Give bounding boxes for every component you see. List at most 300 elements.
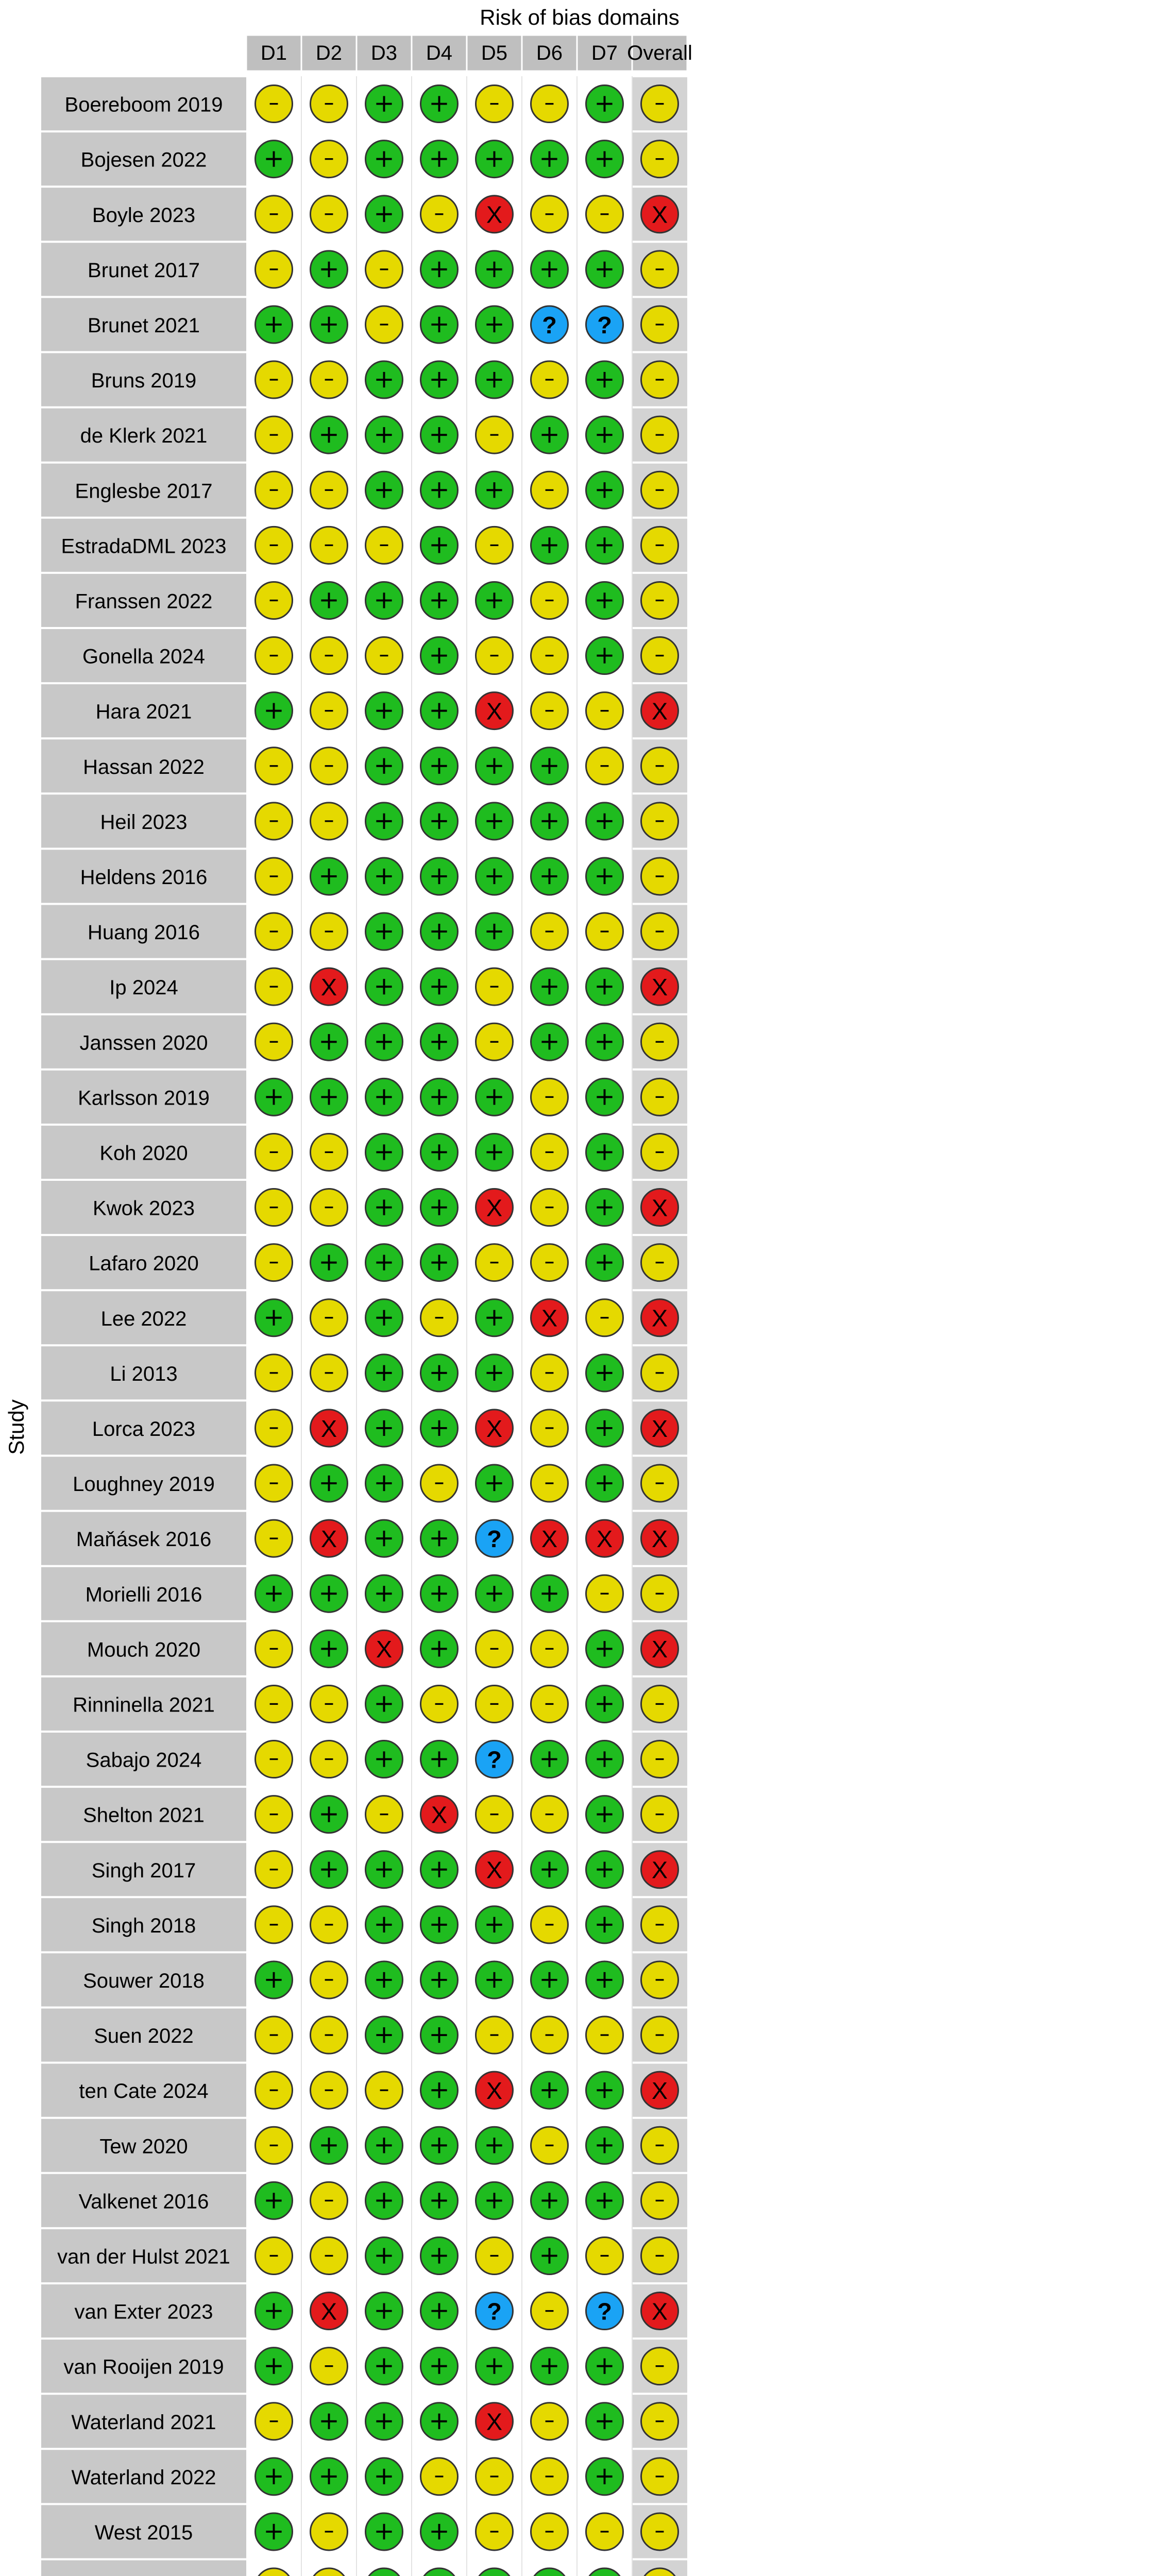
cell-hassan-2022-d4 — [421, 748, 458, 785]
cell-van-exter-2023-d6 — [531, 2293, 568, 2330]
cell-rinninella-2021-d4 — [421, 1685, 458, 1722]
cell-van-der-hulst-2021-d6 — [531, 2237, 568, 2274]
judgement-circle — [366, 2568, 403, 2576]
judgement-symbol: X — [651, 1636, 668, 1663]
cell-franssen-2022-d3 — [366, 582, 403, 619]
cell-lafaro-2020-d2 — [311, 1244, 348, 1281]
cell-bruns-2019-d1 — [256, 361, 293, 398]
cell-morielli-2016-d4 — [421, 1575, 458, 1612]
cell-de-klerk-2021-d7 — [586, 416, 623, 453]
cell-bojesen-2022-d6 — [531, 141, 568, 178]
cell-li-2013-d2 — [311, 1354, 348, 1392]
cell-franssen-2022-d4 — [421, 582, 458, 619]
cell-wong-2024-d2 — [311, 2568, 348, 2576]
study-label-karlsson-2019: Karlsson 2019 — [78, 1087, 210, 1110]
cell-brunet-2021-d2 — [311, 306, 348, 343]
cell-waterland-2022-d4 — [421, 2458, 458, 2495]
cell-waterland-2021-d6 — [531, 2403, 568, 2440]
cell-hassan-2022-d2 — [311, 748, 348, 785]
cell-singh-2017-d3 — [366, 1851, 403, 1888]
cell-singh-2017-d2 — [311, 1851, 348, 1888]
study-label-gonella-2024: Gonella 2024 — [82, 645, 205, 668]
cell-englesbe-2017-d1 — [256, 471, 293, 509]
study-label-franssen-2022: Franssen 2022 — [75, 590, 213, 613]
cell-mouch-2020-d6 — [531, 1630, 568, 1667]
cell-heldens-2016-d7 — [586, 858, 623, 895]
cell-janssen-2020-d3 — [366, 1023, 403, 1060]
cell-heldens-2016-d2 — [311, 858, 348, 895]
cell-souwer-2018-d1 — [256, 1961, 293, 1998]
cell-waterland-2021-d4 — [421, 2403, 458, 2440]
cell-de-klerk-2021-d3 — [366, 416, 403, 453]
cell-mouch-2020-d1 — [256, 1630, 293, 1667]
study-label-heldens-2016: Heldens 2016 — [80, 866, 208, 889]
cell-singh-2018-d7 — [586, 1906, 623, 1943]
cell-loughney-2019-d5 — [476, 1465, 513, 1502]
cell-west-2015-d5 — [476, 2513, 513, 2550]
cell-boereboom-2019-overall — [641, 86, 678, 123]
cell-lee-2022-d3 — [366, 1299, 403, 1336]
study-label-boereboom-2019: Boereboom 2019 — [64, 93, 223, 116]
judgement-symbol: X — [651, 1856, 668, 1884]
cell-hara-2021-d3 — [366, 692, 403, 730]
study-label-estradadml-2023: EstradaDML 2023 — [61, 535, 227, 558]
cell-janssen-2020-d2 — [311, 1023, 348, 1060]
cell-huang-2016-d3 — [366, 913, 403, 950]
cell-de-klerk-2021-d4 — [421, 416, 458, 453]
study-label-koh-2020: Koh 2020 — [99, 1142, 188, 1165]
cell-van-exter-2023-d1 — [256, 2293, 293, 2330]
cell-ip-2024-d3 — [366, 968, 403, 1005]
cell-lafaro-2020-d3 — [366, 1244, 403, 1281]
judgement-symbol: X — [596, 1525, 613, 1552]
study-label-singh-2018: Singh 2018 — [91, 1914, 196, 1937]
judgement-symbol: X — [651, 1415, 668, 1442]
cell-bruns-2019-d2 — [311, 361, 348, 398]
study-label-mouch-2020: Mouch 2020 — [87, 1638, 201, 1662]
cell-van-rooijen-2019-d3 — [366, 2348, 403, 2385]
cell-mouch-2020-d2 — [311, 1630, 348, 1667]
cell-hara-2021-d7 — [586, 692, 623, 730]
cell-lorca-2023-d3 — [366, 1410, 403, 1447]
cell-estradadml-2023-d5 — [476, 527, 513, 564]
cell-souwer-2018-d3 — [366, 1961, 403, 1998]
column-header-d4: D4 — [426, 42, 453, 64]
judgement-symbol: X — [486, 698, 503, 725]
cell-ip-2024-d1 — [256, 968, 293, 1005]
cell-wong-2024-d1 — [256, 2568, 293, 2576]
cell-ten-cate-2024-overall — [641, 2072, 678, 2109]
study-label-ten-cate-2024: ten Cate 2024 — [79, 2080, 209, 2103]
cell-franssen-2022-d2 — [311, 582, 348, 619]
cell-lafaro-2020-overall — [641, 1244, 678, 1281]
cell-englesbe-2017-d6 — [531, 471, 568, 509]
cell-karlsson-2019-d7 — [586, 1078, 623, 1115]
cell-van-rooijen-2019-overall — [641, 2348, 678, 2385]
cell-karlsson-2019-overall — [641, 1078, 678, 1115]
cell-kwok-2023-d2 — [311, 1189, 348, 1226]
cell-waterland-2022-d7 — [586, 2458, 623, 2495]
cell-kwok-2023-d6 — [531, 1189, 568, 1226]
judgement-circle — [256, 2568, 293, 2576]
cell-de-klerk-2021-d1 — [256, 416, 293, 453]
cell-waterland-2022-d1 — [256, 2458, 293, 2495]
cell-kwok-2023-d5 — [476, 1189, 513, 1226]
study-label-englesbe-2017: Englesbe 2017 — [75, 480, 213, 503]
cell-lee-2022-d4 — [421, 1299, 458, 1336]
cell-loughney-2019-d1 — [256, 1465, 293, 1502]
cell-koh-2020-d4 — [421, 1133, 458, 1171]
cell-west-2015-d3 — [366, 2513, 403, 2550]
cell-bruns-2019-d4 — [421, 361, 458, 398]
cell-huang-2016-d7 — [586, 913, 623, 950]
cell-singh-2017-overall — [641, 1851, 678, 1888]
cell-gonella-2024-d7 — [586, 637, 623, 674]
cell-brunet-2021-d4 — [421, 306, 458, 343]
study-label-huang-2016: Huang 2016 — [88, 921, 200, 944]
cell-lee-2022-d2 — [311, 1299, 348, 1336]
cell-tew-2020-d3 — [366, 2127, 403, 2164]
cell-waterland-2021-d5 — [476, 2403, 513, 2440]
cell-wong-2024-d7 — [586, 2568, 623, 2576]
judgement-circle — [311, 2568, 348, 2576]
cell-brunet-2021-d1 — [256, 306, 293, 343]
cell-ten-cate-2024-d5 — [476, 2072, 513, 2109]
cell-waterland-2021-d3 — [366, 2403, 403, 2440]
column-header-group — [246, 35, 692, 71]
cell-ten-cate-2024-d3 — [366, 2072, 403, 2109]
cell-bruns-2019-d3 — [366, 361, 403, 398]
cell-heil-2023-d3 — [366, 803, 403, 840]
cell-ten-cate-2024-d4 — [421, 2072, 458, 2109]
study-label-lafaro-2020: Lafaro 2020 — [89, 1252, 199, 1275]
study-label-sabajo-2024: Sabajo 2024 — [86, 1749, 202, 1772]
cell-gonella-2024-d6 — [531, 637, 568, 674]
cell-manasek-2016-overall — [641, 1520, 678, 1557]
cell-heil-2023-d4 — [421, 803, 458, 840]
cell-singh-2018-d6 — [531, 1906, 568, 1943]
study-label-de-klerk-2021: de Klerk 2021 — [80, 425, 208, 448]
cell-wong-2024-d6 — [531, 2568, 568, 2576]
cell-koh-2020-d2 — [311, 1133, 348, 1171]
cell-waterland-2022-d2 — [311, 2458, 348, 2495]
judgement-symbol: X — [320, 973, 337, 1001]
judgement-symbol: X — [486, 201, 503, 228]
cell-souwer-2018-d7 — [586, 1961, 623, 1998]
cell-brunet-2017-d5 — [476, 251, 513, 288]
cell-kwok-2023-d7 — [586, 1189, 623, 1226]
judgement-symbol: X — [320, 1415, 337, 1442]
cell-huang-2016-overall — [641, 913, 678, 950]
judgement-symbol: X — [651, 1194, 668, 1222]
study-label-van-rooijen-2019: van Rooijen 2019 — [63, 2355, 224, 2379]
cell-mouch-2020-overall — [641, 1630, 678, 1667]
cell-valkenet-2016-overall — [641, 2182, 678, 2219]
cell-lafaro-2020-d1 — [256, 1244, 293, 1281]
cell-karlsson-2019-d2 — [311, 1078, 348, 1115]
cell-tew-2020-d1 — [256, 2127, 293, 2164]
cell-brunet-2017-d3 — [366, 251, 403, 288]
column-header-d3: D3 — [370, 42, 398, 64]
cell-lorca-2023-d1 — [256, 1410, 293, 1447]
cell-valkenet-2016-d7 — [586, 2182, 623, 2219]
cell-janssen-2020-d1 — [256, 1023, 293, 1060]
cell-west-2015-overall — [641, 2513, 678, 2550]
study-label-brunet-2021: Brunet 2021 — [88, 314, 200, 337]
cell-de-klerk-2021-overall — [641, 416, 678, 453]
cell-li-2013-d3 — [366, 1354, 403, 1392]
cell-heldens-2016-d3 — [366, 858, 403, 895]
cell-van-der-hulst-2021-overall — [641, 2237, 678, 2274]
cell-rinninella-2021-d5 — [476, 1685, 513, 1722]
study-label-lorca-2023: Lorca 2023 — [92, 1417, 196, 1440]
cell-van-exter-2023-overall — [641, 2293, 678, 2330]
cell-boereboom-2019-d7 — [586, 86, 623, 123]
cell-bruns-2019-d5 — [476, 361, 513, 398]
cell-loughney-2019-d4 — [421, 1465, 458, 1502]
cell-loughney-2019-d2 — [311, 1465, 348, 1502]
cell-tew-2020-d2 — [311, 2127, 348, 2164]
study-label-hassan-2022: Hassan 2022 — [83, 755, 205, 778]
judgement-symbol: X — [486, 1194, 503, 1222]
cell-west-2015-d7 — [586, 2513, 623, 2550]
study-label-kwok-2023: Kwok 2023 — [93, 1197, 195, 1220]
study-label-heil-2023: Heil 2023 — [100, 810, 188, 834]
cell-hara-2021-d1 — [256, 692, 293, 730]
judgement-symbol: ? — [487, 1746, 502, 1773]
cell-heldens-2016-d6 — [531, 858, 568, 895]
cell-van-der-hulst-2021-d2 — [311, 2237, 348, 2274]
cell-lee-2022-overall — [641, 1299, 678, 1336]
cell-van-der-hulst-2021-d1 — [256, 2237, 293, 2274]
cell-west-2015-d2 — [311, 2513, 348, 2550]
cell-ten-cate-2024-d2 — [311, 2072, 348, 2109]
cell-manasek-2016-d7 — [586, 1520, 623, 1557]
cell-karlsson-2019-d5 — [476, 1078, 513, 1115]
cell-van-rooijen-2019-d5 — [476, 2348, 513, 2385]
cell-hara-2021-d4 — [421, 692, 458, 730]
judgement-symbol: ? — [487, 1525, 502, 1552]
judgement-symbol: ? — [487, 2298, 502, 2325]
judgement-symbol: X — [541, 1525, 558, 1552]
cell-lafaro-2020-d4 — [421, 1244, 458, 1281]
cell-bojesen-2022-d1 — [256, 141, 293, 178]
cell-shelton-2021-d7 — [586, 1796, 623, 1833]
cell-franssen-2022-d6 — [531, 582, 568, 619]
cell-heil-2023-d7 — [586, 803, 623, 840]
cell-boyle-2023-d1 — [256, 196, 293, 233]
cell-van-rooijen-2019-d1 — [256, 2348, 293, 2385]
cell-janssen-2020-d7 — [586, 1023, 623, 1060]
study-label-bojesen-2022: Bojesen 2022 — [80, 148, 207, 172]
cell-boyle-2023-d3 — [366, 196, 403, 233]
cell-lorca-2023-d6 — [531, 1410, 568, 1447]
cell-englesbe-2017-d3 — [366, 471, 403, 509]
cell-brunet-2017-d4 — [421, 251, 458, 288]
cell-janssen-2020-overall — [641, 1023, 678, 1060]
judgement-symbol: X — [320, 2298, 337, 2325]
cell-heldens-2016-d4 — [421, 858, 458, 895]
judgement-symbol: X — [651, 698, 668, 725]
y-axis-label: Study — [4, 1399, 28, 1455]
cell-lorca-2023-d7 — [586, 1410, 623, 1447]
cell-sabajo-2024-d5 — [476, 1741, 513, 1778]
cell-wong-2024-d4 — [421, 2568, 458, 2576]
study-label-van-der-hulst-2021: van der Hulst 2021 — [57, 2245, 230, 2268]
cell-li-2013-d6 — [531, 1354, 568, 1392]
cell-hassan-2022-d6 — [531, 748, 568, 785]
cell-koh-2020-d3 — [366, 1133, 403, 1171]
study-label-morielli-2016: Morielli 2016 — [85, 1583, 202, 1606]
study-label-hara-2021: Hara 2021 — [95, 700, 192, 723]
cell-lorca-2023-d5 — [476, 1410, 513, 1447]
cell-singh-2018-d5 — [476, 1906, 513, 1943]
cell-kwok-2023-d4 — [421, 1189, 458, 1226]
cell-de-klerk-2021-d5 — [476, 416, 513, 453]
cell-singh-2018-d1 — [256, 1906, 293, 1943]
cell-brunet-2021-d3 — [366, 306, 403, 343]
cell-lafaro-2020-d7 — [586, 1244, 623, 1281]
cell-janssen-2020-d4 — [421, 1023, 458, 1060]
cell-huang-2016-d1 — [256, 913, 293, 950]
cell-sabajo-2024-d7 — [586, 1741, 623, 1778]
cell-kwok-2023-d3 — [366, 1189, 403, 1226]
cell-valkenet-2016-d4 — [421, 2182, 458, 2219]
cell-heil-2023-d5 — [476, 803, 513, 840]
study-label-van-exter-2023: van Exter 2023 — [74, 2300, 213, 2324]
cell-lee-2022-d5 — [476, 1299, 513, 1336]
cell-boyle-2023-d5 — [476, 196, 513, 233]
cell-van-exter-2023-d4 — [421, 2293, 458, 2330]
cell-morielli-2016-d3 — [366, 1575, 403, 1612]
cell-mouch-2020-d7 — [586, 1630, 623, 1667]
cell-souwer-2018-d6 — [531, 1961, 568, 1998]
cell-singh-2018-d4 — [421, 1906, 458, 1943]
cell-karlsson-2019-d4 — [421, 1078, 458, 1115]
cell-de-klerk-2021-d2 — [311, 416, 348, 453]
cell-hassan-2022-d1 — [256, 748, 293, 785]
judgement-symbol: X — [651, 1304, 668, 1332]
judgement-circle — [476, 2568, 513, 2576]
judgement-symbol: X — [320, 1525, 337, 1552]
cell-englesbe-2017-overall — [641, 471, 678, 509]
cell-west-2015-d6 — [531, 2513, 568, 2550]
cell-morielli-2016-d5 — [476, 1575, 513, 1612]
cell-bruns-2019-overall — [641, 361, 678, 398]
cell-li-2013-d4 — [421, 1354, 458, 1392]
cell-boyle-2023-d7 — [586, 196, 623, 233]
cell-estradadml-2023-d7 — [586, 527, 623, 564]
cell-waterland-2022-d6 — [531, 2458, 568, 2495]
cell-shelton-2021-d3 — [366, 1796, 403, 1833]
judgement-symbol: ? — [597, 2298, 612, 2325]
cell-lee-2022-d7 — [586, 1299, 623, 1336]
cell-tew-2020-d6 — [531, 2127, 568, 2164]
cell-boereboom-2019-d5 — [476, 86, 513, 123]
cell-koh-2020-d5 — [476, 1133, 513, 1171]
cell-boereboom-2019-d4 — [421, 86, 458, 123]
cell-brunet-2021-d7 — [586, 306, 623, 343]
judgement-symbol: X — [541, 1304, 558, 1332]
judgement-circle — [531, 2568, 568, 2576]
cell-estradadml-2023-d4 — [421, 527, 458, 564]
cell-sabajo-2024-d3 — [366, 1741, 403, 1778]
cell-suen-2022-d4 — [421, 2016, 458, 2054]
cell-englesbe-2017-d4 — [421, 471, 458, 509]
cell-estradadml-2023-overall — [641, 527, 678, 564]
judgement-symbol: X — [486, 1415, 503, 1442]
cell-sabajo-2024-d4 — [421, 1741, 458, 1778]
judgement-symbol: ? — [542, 311, 557, 338]
cell-boyle-2023-d4 — [421, 196, 458, 233]
cell-estradadml-2023-d1 — [256, 527, 293, 564]
cell-valkenet-2016-d1 — [256, 2182, 293, 2219]
cell-shelton-2021-d5 — [476, 1796, 513, 1833]
cell-shelton-2021-d2 — [311, 1796, 348, 1833]
cell-suen-2022-d3 — [366, 2016, 403, 2054]
cell-heldens-2016-overall — [641, 858, 678, 895]
cell-koh-2020-d1 — [256, 1133, 293, 1171]
judgement-symbol: X — [376, 1636, 393, 1663]
study-label-lee-2022: Lee 2022 — [100, 1307, 187, 1330]
study-label-manasek-2016: Maňásek 2016 — [76, 1528, 212, 1551]
study-label-bruns-2019: Bruns 2019 — [91, 369, 197, 393]
cell-heil-2023-d1 — [256, 803, 293, 840]
cell-valkenet-2016-d2 — [311, 2182, 348, 2219]
cell-manasek-2016-d3 — [366, 1520, 403, 1557]
judgement-symbol: X — [651, 1525, 668, 1552]
cell-shelton-2021-d6 — [531, 1796, 568, 1833]
cell-singh-2018-d3 — [366, 1906, 403, 1943]
cell-huang-2016-d2 — [311, 913, 348, 950]
cell-bojesen-2022-d5 — [476, 141, 513, 178]
cell-li-2013-overall — [641, 1354, 678, 1392]
study-label-loughney-2019: Loughney 2019 — [73, 1473, 215, 1496]
cell-rinninella-2021-d6 — [531, 1685, 568, 1722]
cell-hara-2021-d2 — [311, 692, 348, 730]
cell-brunet-2021-d6 — [531, 306, 568, 343]
cell-mouch-2020-d3 — [366, 1630, 403, 1667]
study-label-brunet-2017: Brunet 2017 — [88, 259, 200, 282]
cell-franssen-2022-overall — [641, 582, 678, 619]
cell-li-2013-d7 — [586, 1354, 623, 1392]
chart-title: Risk of bias domains — [480, 5, 680, 29]
study-label-waterland-2022: Waterland 2022 — [71, 2466, 216, 2489]
cell-brunet-2021-overall — [641, 306, 678, 343]
cell-rinninella-2021-overall — [641, 1685, 678, 1722]
cell-morielli-2016-d2 — [311, 1575, 348, 1612]
cell-souwer-2018-d5 — [476, 1961, 513, 1998]
cell-hara-2021-d5 — [476, 692, 513, 730]
cell-rinninella-2021-d3 — [366, 1685, 403, 1722]
cell-van-rooijen-2019-d4 — [421, 2348, 458, 2385]
cell-lee-2022-d1 — [256, 1299, 293, 1336]
cell-souwer-2018-d2 — [311, 1961, 348, 1998]
cell-wong-2024-d3 — [366, 2568, 403, 2576]
cell-mouch-2020-d4 — [421, 1630, 458, 1667]
judgement-symbol: X — [486, 2408, 503, 2435]
study-label-suen-2022: Suen 2022 — [94, 2025, 194, 2048]
cell-loughney-2019-d7 — [586, 1465, 623, 1502]
cell-huang-2016-d4 — [421, 913, 458, 950]
cell-brunet-2017-d2 — [311, 251, 348, 288]
study-label-rinninella-2021: Rinninella 2021 — [73, 1693, 215, 1717]
cell-bruns-2019-d7 — [586, 361, 623, 398]
cell-singh-2017-d6 — [531, 1851, 568, 1888]
cell-franssen-2022-d1 — [256, 582, 293, 619]
cell-boereboom-2019-d1 — [256, 86, 293, 123]
cell-sabajo-2024-d1 — [256, 1741, 293, 1778]
